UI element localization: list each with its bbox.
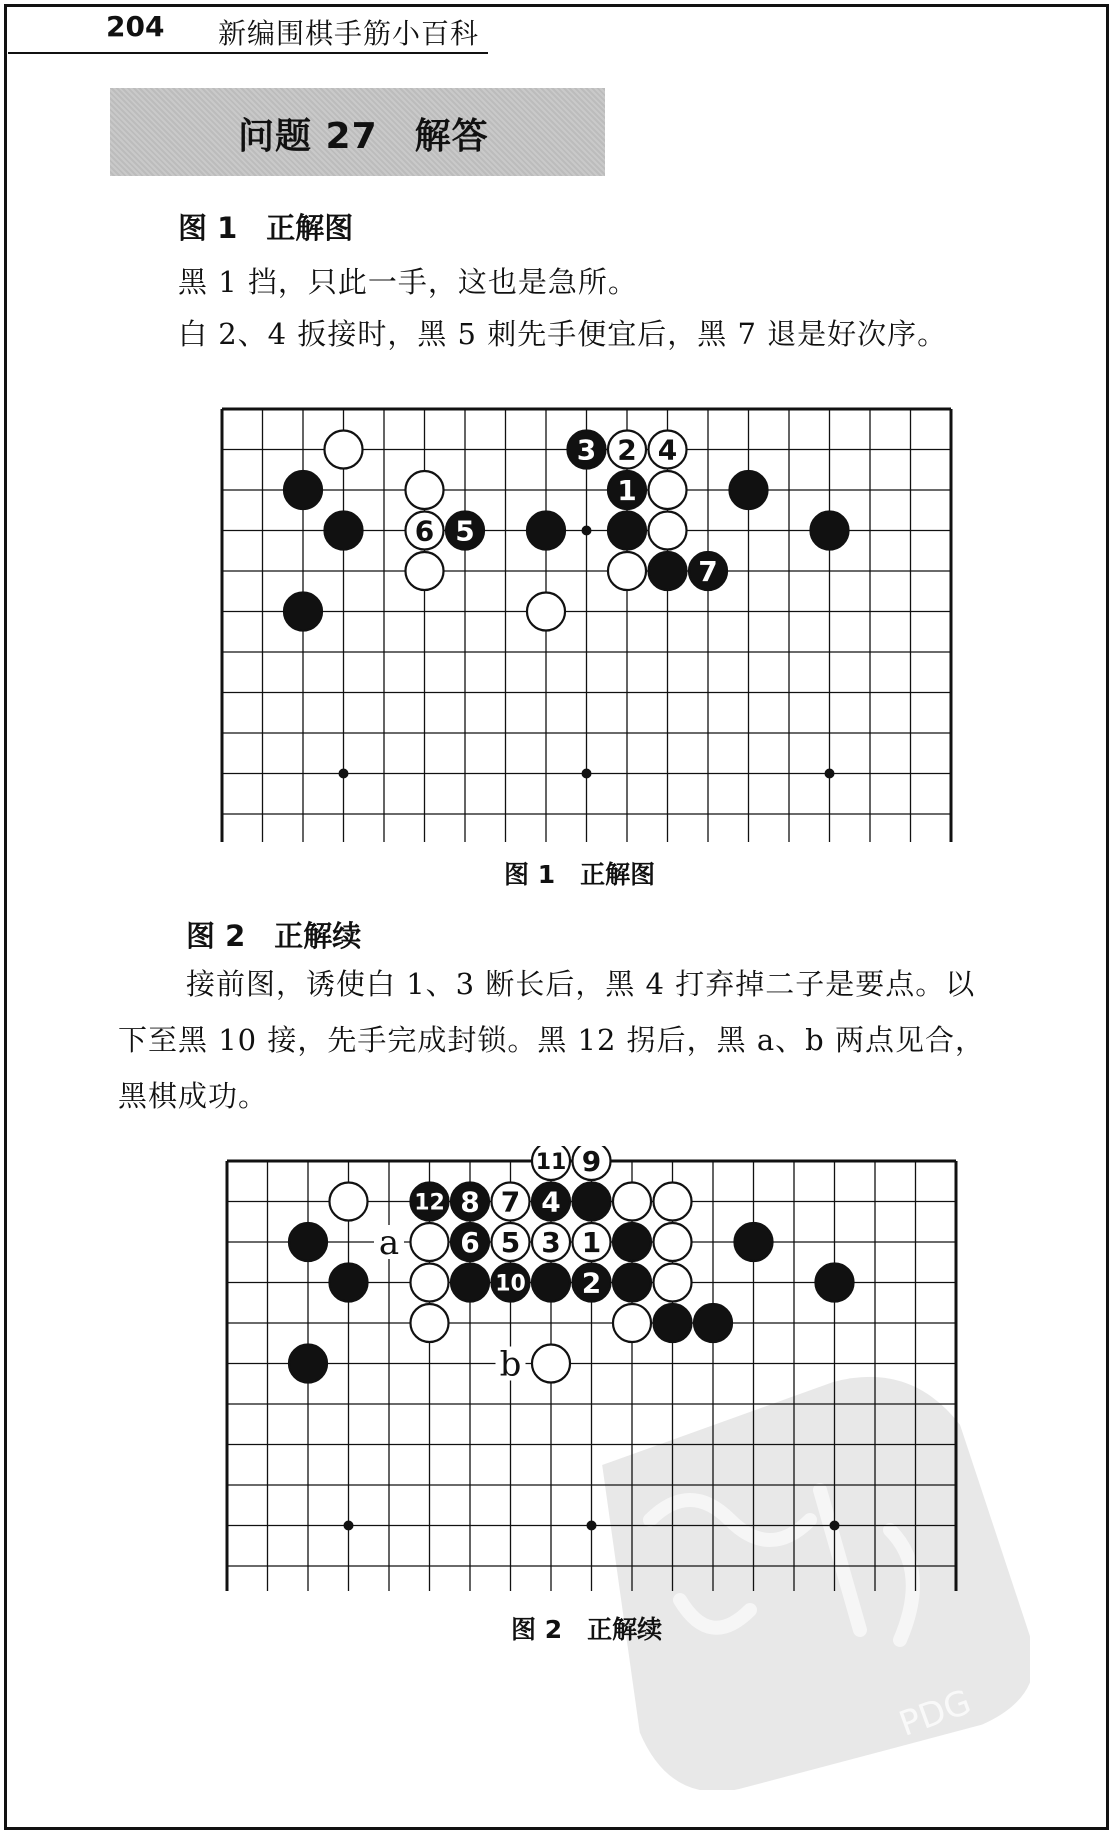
white-stone bbox=[410, 1304, 448, 1342]
hoshi-point bbox=[587, 1521, 597, 1531]
hoshi-point bbox=[830, 1521, 840, 1531]
move-number-label: 4 bbox=[657, 433, 678, 467]
black-stone bbox=[410, 1182, 448, 1220]
move-number-label: 3 bbox=[576, 433, 597, 467]
point-letter-label: a bbox=[378, 1223, 400, 1263]
white-stone bbox=[324, 430, 362, 468]
move-number-label: 2 bbox=[617, 433, 637, 467]
go-board-figure2 bbox=[219, 1146, 971, 1596]
white-stone bbox=[608, 552, 646, 590]
white-stone bbox=[572, 1223, 610, 1261]
move-number-label: 12 bbox=[414, 1190, 445, 1216]
white-stone bbox=[608, 430, 646, 468]
figure2-text-line-3: 黑棋成功。 bbox=[118, 1079, 269, 1113]
go-board-figure1 bbox=[216, 400, 966, 845]
move-number-label: 6 bbox=[460, 1226, 480, 1259]
hoshi-point bbox=[825, 769, 835, 779]
hoshi-point bbox=[582, 769, 592, 779]
black-stone bbox=[284, 471, 322, 509]
black-stone bbox=[648, 552, 686, 590]
move-number-label: 1 bbox=[581, 1226, 602, 1259]
move-number-label: 6 bbox=[414, 514, 435, 548]
black-stone bbox=[810, 511, 848, 549]
white-stone bbox=[491, 1223, 529, 1261]
move-number-label: 7 bbox=[500, 1185, 521, 1219]
white-stone bbox=[491, 1182, 529, 1220]
move-number-label: 11 bbox=[535, 1150, 567, 1175]
move-number-label: 1 bbox=[617, 474, 637, 507]
black-stone bbox=[446, 511, 484, 549]
black-stone bbox=[491, 1263, 529, 1301]
white-stone bbox=[653, 1223, 691, 1261]
move-number-label: 7 bbox=[698, 555, 718, 588]
white-stone bbox=[410, 1223, 448, 1261]
header-rule bbox=[8, 52, 488, 54]
black-stone bbox=[613, 1263, 651, 1301]
section-banner bbox=[110, 88, 605, 176]
black-stone bbox=[451, 1263, 489, 1301]
white-stone bbox=[572, 1146, 610, 1180]
figure1-caption: 图 1 正解图 bbox=[504, 860, 656, 889]
white-stone bbox=[648, 471, 686, 509]
move-number-label: 5 bbox=[500, 1226, 521, 1259]
black-stone bbox=[572, 1182, 610, 1220]
black-stone bbox=[608, 511, 646, 549]
white-stone bbox=[613, 1182, 651, 1220]
white-stone bbox=[405, 471, 443, 509]
move-number-label: 10 bbox=[495, 1271, 526, 1297]
figure1-text-line-2: 白 2、4 扳接时，黑 5 刺先手便宜后，黑 7 退是好次序。 bbox=[178, 317, 948, 351]
point-letter-label: b bbox=[499, 1344, 522, 1385]
black-stone bbox=[567, 430, 605, 468]
black-stone bbox=[729, 471, 767, 509]
black-stone bbox=[613, 1223, 651, 1261]
black-stone bbox=[527, 511, 565, 549]
move-number-label: 5 bbox=[455, 514, 475, 548]
black-stone bbox=[689, 552, 727, 590]
black-stone bbox=[572, 1263, 610, 1301]
black-stone bbox=[532, 1263, 570, 1301]
white-stone bbox=[405, 511, 443, 549]
hoshi-point bbox=[344, 1521, 354, 1531]
white-stone bbox=[648, 511, 686, 549]
section-title: 问题 27 解答 bbox=[238, 116, 489, 157]
white-stone bbox=[527, 592, 565, 630]
black-stone bbox=[289, 1344, 327, 1382]
black-stone bbox=[734, 1223, 772, 1261]
white-stone bbox=[405, 552, 443, 590]
hoshi-point bbox=[582, 526, 592, 536]
figure1-text-line-1: 黑 1 挡，只此一手，这也是急所。 bbox=[178, 265, 638, 299]
white-stone bbox=[653, 1182, 691, 1220]
figure1-heading: 图 1 正解图 bbox=[178, 211, 354, 245]
figure2-caption: 图 2 正解续 bbox=[511, 1615, 663, 1644]
white-stone bbox=[613, 1304, 651, 1342]
move-number-label: 4 bbox=[541, 1185, 561, 1219]
black-stone bbox=[694, 1304, 732, 1342]
figure2-text-line-1: 接前图，诱使白 1、3 断长后，黑 4 打弃掉二子是要点。以 bbox=[186, 967, 976, 1001]
black-stone bbox=[324, 511, 362, 549]
white-stone bbox=[410, 1263, 448, 1301]
white-stone bbox=[653, 1263, 691, 1301]
black-stone bbox=[532, 1182, 570, 1220]
white-stone bbox=[532, 1344, 570, 1382]
black-stone bbox=[289, 1223, 327, 1261]
black-stone bbox=[451, 1223, 489, 1261]
black-stone bbox=[653, 1304, 691, 1342]
black-stone bbox=[451, 1182, 489, 1220]
black-stone bbox=[284, 592, 322, 630]
white-stone bbox=[532, 1223, 570, 1261]
white-stone bbox=[648, 430, 686, 468]
black-stone bbox=[329, 1263, 367, 1301]
move-number-label: 2 bbox=[581, 1266, 602, 1300]
figure2-text-line-2: 下至黑 10 接，先手完成封锁。黑 12 拐后，黑 a、b 两点见合， bbox=[118, 1023, 985, 1057]
move-number-label: 8 bbox=[460, 1185, 480, 1219]
white-stone bbox=[532, 1146, 570, 1180]
figure2-heading: 图 2 正解续 bbox=[186, 919, 362, 953]
hoshi-point bbox=[339, 769, 349, 779]
move-number-label: 3 bbox=[541, 1226, 561, 1259]
running-header-title: 新编围棋手筋小百科 bbox=[218, 17, 480, 50]
black-stone bbox=[608, 471, 646, 509]
white-stone bbox=[329, 1182, 367, 1220]
move-number-label: 9 bbox=[581, 1146, 602, 1178]
watermark-text: PDG bbox=[894, 1682, 977, 1745]
black-stone bbox=[815, 1263, 853, 1301]
page-number: 204 bbox=[106, 10, 165, 43]
